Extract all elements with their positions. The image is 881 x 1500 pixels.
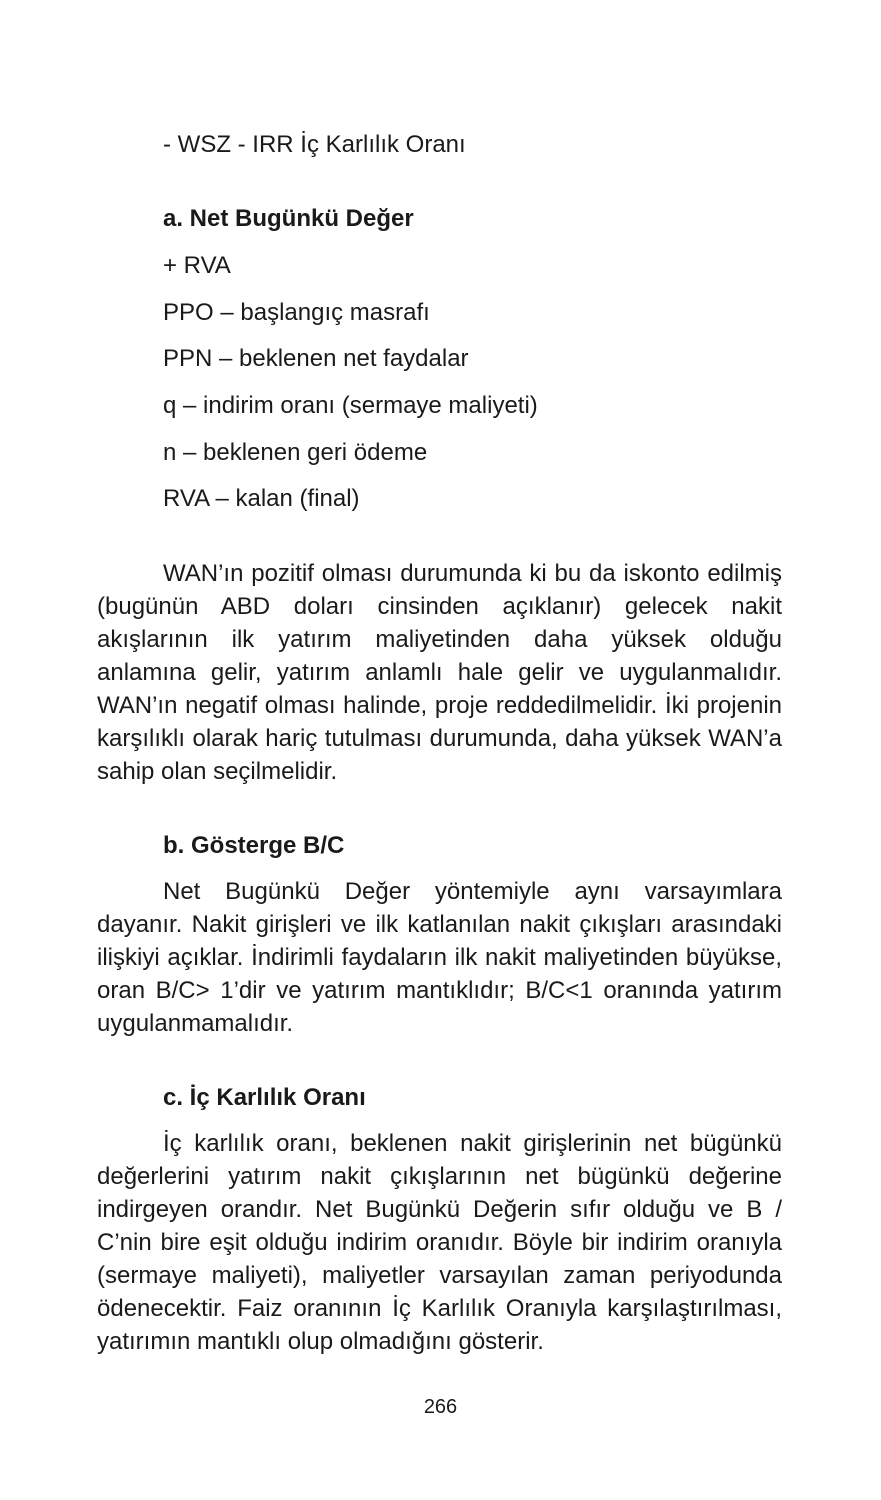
definition-item: n – beklenen geri ödeme — [163, 439, 428, 466]
definition-item: RVA – kalan (final) — [163, 485, 360, 512]
definition-item: + RVA — [163, 252, 231, 279]
section-b-heading: b. Gösterge B/C — [163, 832, 345, 859]
definition-item: q – indirim oranı (sermaye maliyeti) — [163, 392, 538, 419]
definition-item: PPN – beklenen net faydalar — [163, 345, 469, 372]
section-b-paragraph: Net Bugünkü Değer yöntemiyle aynı varsayımlara dayanır. Nakit girişleri ve ilk katlanılan nakit çıkışları arasındaki ilişkiyi açıklar. İndirimli faydaların ilk nakit maliyetinden büyükse, oran B/C> 1’dir ve yatırım mantıklıdır; B/C<1 oranında yatırım uygulanmamalıdır. — [97, 878, 782, 1037]
section-c-heading: c. İç Karlılık Oranı — [163, 1084, 366, 1111]
abbreviation-line: - WSZ - IRR İç Karlılık Oranı — [163, 131, 466, 158]
section-c-paragraph: İç karlılık oranı, beklenen nakit girişlerinin net bügünkü değerlerini yatırım nakit çıkışlarının net bügünkü değerine indirgeyen orandır. Net Bugünkü Değerin sıfır olduğu ve B / C’nin bire eşit olduğu indirim oranıdır. Böyle bir indirim oranıyla (sermaye maliyeti), maliyetler varsayılan zaman periyodunda ödenecektir. Faiz oranının İç Karlılık Oranıyla karşılaştırılması, yatırımın mantıklı olup olmadığını gösterir. — [97, 1130, 782, 1355]
definition-item: PPO – başlangıç masrafı — [163, 299, 430, 326]
page-number: 266 — [423, 1396, 458, 1418]
section-a-heading: a. Net Bugünkü Değer — [163, 205, 414, 232]
section-a-paragraph: WAN’ın pozitif olması durumunda ki bu da iskonto edilmiş (bugünün ABD doları cinsinden açıklanır) gelecek nakit akışlarının ilk yatırım maliyetinden daha yüksek olduğu anlamına gelir, yatırım anlamlı hale gelir ve uygulanmalıdır. WAN’ın negatif olması halinde, proje reddedilmelidir. İki projenin karşılıklı olarak hariç tutulması durumunda, daha yüksek WAN’a sahip olan seçilmelidir. — [97, 560, 782, 785]
